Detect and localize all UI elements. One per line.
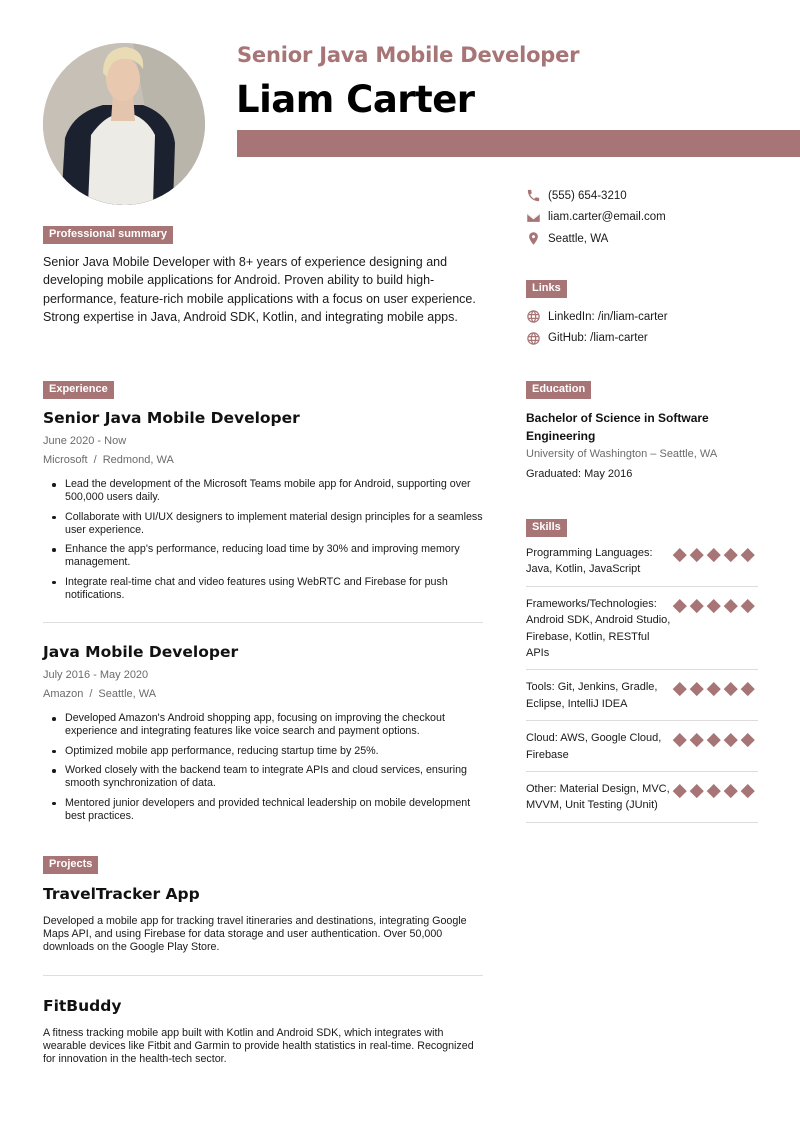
- links-list: [526, 306, 668, 349]
- link-text: GitHub: /liam-carter: [548, 332, 648, 345]
- education-entry: [526, 409, 758, 480]
- job-role: Java Mobile Developer: [43, 643, 239, 661]
- company-name: Microsoft: [43, 454, 88, 466]
- separator: /: [89, 688, 93, 700]
- skill-label: Frameworks/Technologies: Android SDK, Android Studio, Firebase, Kotlin, RESTful APIs: [526, 597, 671, 660]
- rating-diamond-icon: [724, 682, 737, 695]
- rating-diamond-icon: [724, 599, 737, 612]
- rating-diamond-icon: [741, 548, 754, 561]
- project-entry: [43, 997, 483, 1066]
- rating-diamond-icon: [741, 733, 754, 746]
- rating-diamond-icon: [707, 733, 720, 746]
- job-bullets: [43, 712, 483, 823]
- section-heading-projects: Projects: [43, 856, 98, 874]
- skill-rating: [674, 781, 755, 814]
- skill-label: Tools: Git, Jenkins, Gradle, Eclipse, IntelliJ IDEA: [526, 681, 658, 710]
- experience-entry: [43, 643, 483, 829]
- job-dates: July 2016 - May 2020: [43, 669, 149, 681]
- bullet-item: Integrate real-time chat and video features using WebRTC and Firebase for push notifications.: [65, 576, 483, 602]
- school: University of Washington – Seattle, WA: [526, 448, 718, 460]
- separator: /: [93, 454, 97, 466]
- email-text[interactable]: liam.carter@email.com: [548, 211, 666, 224]
- company-location: Redmond, WA: [102, 454, 174, 466]
- rating-diamond-icon: [673, 733, 686, 746]
- job-dates: June 2020 - Now: [43, 435, 127, 447]
- phone-icon: [526, 188, 541, 203]
- location-text: Seattle, WA: [548, 232, 609, 245]
- job-title: Senior Java Mobile Developer: [237, 43, 580, 67]
- skill-rating: [674, 679, 755, 712]
- rating-diamond-icon: [673, 548, 686, 561]
- globe-icon: [526, 309, 541, 324]
- project-description: A fitness tracking mobile app built with Kotlin and Android SDK, which integrates with wearable devices like Fitbit and Garmin to provide health statistics in real-time. Recognized for innovation in the health-tech sector.: [43, 1027, 474, 1065]
- job-bullets: [43, 478, 483, 602]
- accent-bar: [237, 130, 800, 157]
- project-entry: [43, 885, 483, 954]
- rating-diamond-icon: [707, 784, 720, 797]
- skill-rating: [674, 730, 755, 763]
- phone-text: (555) 654-3210: [548, 189, 627, 202]
- candidate-name: Liam Carter: [236, 78, 475, 121]
- skill-item: [526, 545, 758, 587]
- rating-diamond-icon: [690, 599, 703, 612]
- skill-item: [526, 730, 758, 772]
- bullet-item: Collaborate with UI/UX designers to implement material design principles for a seamless user experience.: [65, 510, 483, 536]
- job-role: Senior Java Mobile Developer: [43, 409, 300, 427]
- email-icon: [526, 210, 541, 225]
- profile-photo: [43, 43, 205, 205]
- skill-item: [526, 781, 758, 823]
- project-name: FitBuddy: [43, 997, 122, 1015]
- link-linkedin[interactable]: [526, 306, 668, 328]
- rating-diamond-icon: [724, 733, 737, 746]
- skills-list: [526, 545, 758, 832]
- contact-location: [526, 228, 666, 250]
- bullet-item: Mentored junior developers and provided technical leadership on mobile development best practices.: [65, 797, 483, 823]
- graduation-date: Graduated: May 2016: [526, 468, 633, 480]
- rating-diamond-icon: [741, 784, 754, 797]
- globe-icon: [526, 331, 541, 346]
- degree: Bachelor of Science in Software Engineering: [526, 411, 709, 443]
- job-company-line: [43, 454, 483, 466]
- location-pin-icon: [526, 231, 541, 246]
- rating-diamond-icon: [673, 784, 686, 797]
- rating-diamond-icon: [690, 682, 703, 695]
- section-heading-summary: Professional summary: [43, 226, 173, 244]
- divider: [43, 622, 483, 623]
- rating-diamond-icon: [707, 599, 720, 612]
- rating-diamond-icon: [724, 548, 737, 561]
- rating-diamond-icon: [724, 784, 737, 797]
- project-description: Developed a mobile app for tracking travel itineraries and destinations, integrating Google Maps API, and using Firebase for data storage and user authentication. Over 50,000 downloads on the Google Play Store.: [43, 915, 467, 953]
- skill-label: Cloud: AWS, Google Cloud, Firebase: [526, 732, 662, 761]
- bullet-item: Enhance the app's performance, reducing load time by 30% and improving memory management.: [65, 543, 483, 569]
- skill-rating: [674, 545, 755, 578]
- bullet-item: Optimized mobile app performance, reducing startup time by 25%.: [65, 745, 483, 758]
- section-heading-experience: Experience: [43, 381, 114, 399]
- company-name: Amazon: [43, 688, 84, 700]
- company-location: Seattle, WA: [98, 688, 157, 700]
- contact-email: [526, 207, 666, 229]
- link-github[interactable]: [526, 328, 668, 350]
- rating-diamond-icon: [690, 548, 703, 561]
- experience-entry: [43, 409, 483, 608]
- section-heading-skills: Skills: [526, 519, 567, 537]
- rating-diamond-icon: [673, 682, 686, 695]
- summary-text: Senior Java Mobile Developer with 8+ years of experience designing and developing mobile applications for Android. Proven ability to build high-performance, feature-rich mobile applications with a focus on user experience. Strong expertise in Java, Android SDK, Kotlin, and integrating mobile apps.: [43, 255, 476, 325]
- section-heading-education: Education: [526, 381, 591, 399]
- skill-label: Programming Languages: Java, Kotlin, JavaScript: [526, 547, 653, 576]
- person-portrait-icon: [43, 43, 205, 205]
- section-heading-links: Links: [526, 280, 567, 298]
- skill-rating: [674, 596, 755, 662]
- skill-item: [526, 679, 758, 721]
- project-name: TravelTracker App: [43, 885, 200, 903]
- job-company-line: [43, 688, 483, 700]
- rating-diamond-icon: [690, 733, 703, 746]
- contact-info: [526, 185, 666, 250]
- rating-diamond-icon: [673, 599, 686, 612]
- rating-diamond-icon: [707, 682, 720, 695]
- bullet-item: Developed Amazon's Android shopping app, focusing on improving the checkout experience and integrating features like voice search and payment options.: [65, 712, 483, 738]
- contact-phone: [526, 185, 666, 207]
- divider: [43, 975, 483, 976]
- rating-diamond-icon: [690, 784, 703, 797]
- bullet-item: Worked closely with the backend team to integrate APIs and cloud services, ensuring smooth synchronization of data.: [65, 764, 483, 790]
- rating-diamond-icon: [741, 599, 754, 612]
- rating-diamond-icon: [741, 682, 754, 695]
- skill-item: [526, 596, 758, 671]
- rating-diamond-icon: [707, 548, 720, 561]
- skill-label: Other: Material Design, MVC, MVVM, Unit Testing (JUnit): [526, 783, 670, 812]
- link-text: LinkedIn: /in/liam-carter: [548, 310, 668, 323]
- bullet-item: Lead the development of the Microsoft Teams mobile app for Android, supporting over 500,000 users daily.: [65, 478, 483, 504]
